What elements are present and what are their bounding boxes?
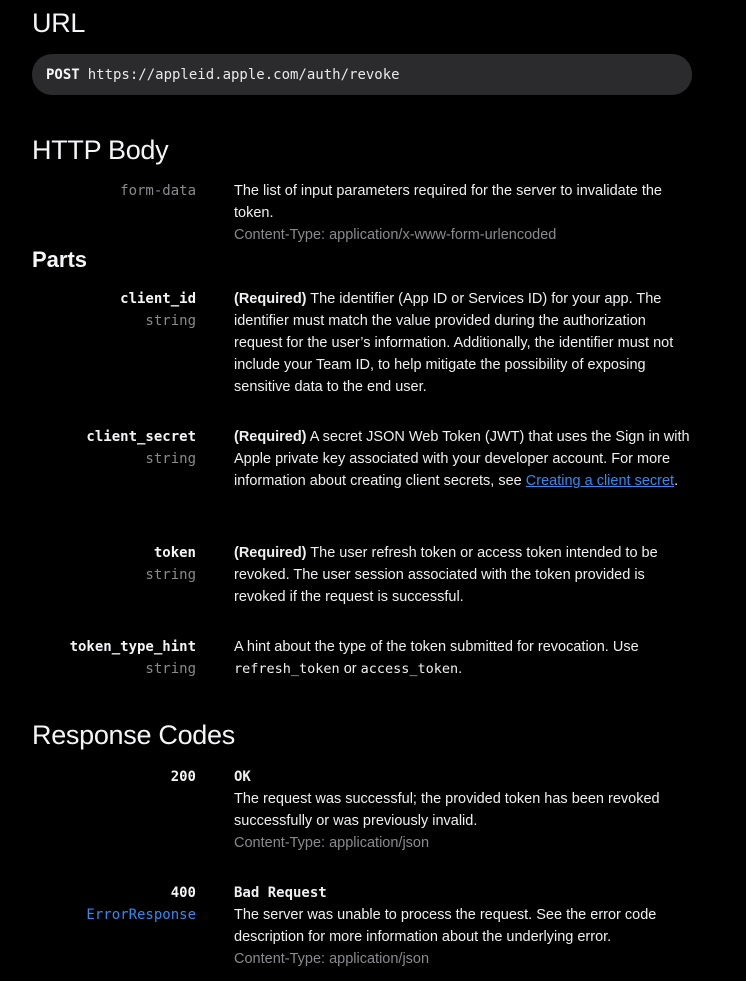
param-type: string [145,313,196,329]
param-description: The user refresh token or access token intended to be revoked. The user session associated with the token provided is revoked if the request is successful. [234,545,658,605]
code-access-token: access_token [360,661,459,677]
body-type: form-data [120,183,196,199]
text-or: or [339,661,361,677]
response-status: Bad Request [234,885,327,901]
param-type: string [145,567,196,583]
required-label: (Required) [234,291,307,307]
param-name: client_secret [86,429,196,445]
param-description: A secret JSON Web Token (JWT) that uses the Sign in with Apple private key associated with your developer account. For more information about creating client secrets, see [234,429,690,489]
response-content-type: Content-Type: application/json [234,951,430,967]
http-body-heading: HTTP Body [32,135,169,165]
required-label: (Required) [234,429,307,445]
response-description: The server was unable to process the request. See the error code description for more information about the underlying error. [234,907,657,945]
required-label: (Required) [234,545,307,561]
param-name: token_type_hint [69,639,196,655]
body-content-type: Content-Type: application/x-www-form-urlencoded [234,227,557,243]
param-description: A hint about the type of the token submitted for revocation. Use [234,639,639,655]
response-status: OK [234,769,251,785]
url-endpoint-box [32,54,692,95]
response-code: 400 [170,885,196,901]
error-response-link[interactable]: ErrorResponse [86,907,196,923]
response-codes-heading: Response Codes [32,720,235,750]
param-name: client_id [120,291,196,307]
url-heading: URL [32,8,86,38]
response-description: The request was successful; the provided token has been revoked successfully or was previously invalid. [234,791,660,829]
param-description: The identifier (App ID or Services ID) for your app. The identifier must match the value provided during the authorization request for the user’s information. Additionally, the identifier must not include your Team ID, to help mitigate the possibility of exposing sensitive data to the end user. [234,291,674,395]
param-name: token [153,545,196,561]
punctuation: . [674,473,679,489]
http-method: POST [46,66,80,83]
response-content-type: Content-Type: application/json [234,835,430,851]
response-code: 200 [170,769,196,785]
parts-heading: Parts [32,247,88,272]
endpoint-url: https://appleid.apple.com/auth/revoke [87,66,400,83]
creating-client-secret-link[interactable]: Creating a client secret [525,473,675,489]
punctuation: . [458,661,463,677]
param-type: string [145,451,196,467]
param-type: string [145,661,196,677]
code-refresh-token: refresh_token [234,661,340,677]
body-description: The list of input parameters required for the server to invalidate the token. [234,183,662,221]
